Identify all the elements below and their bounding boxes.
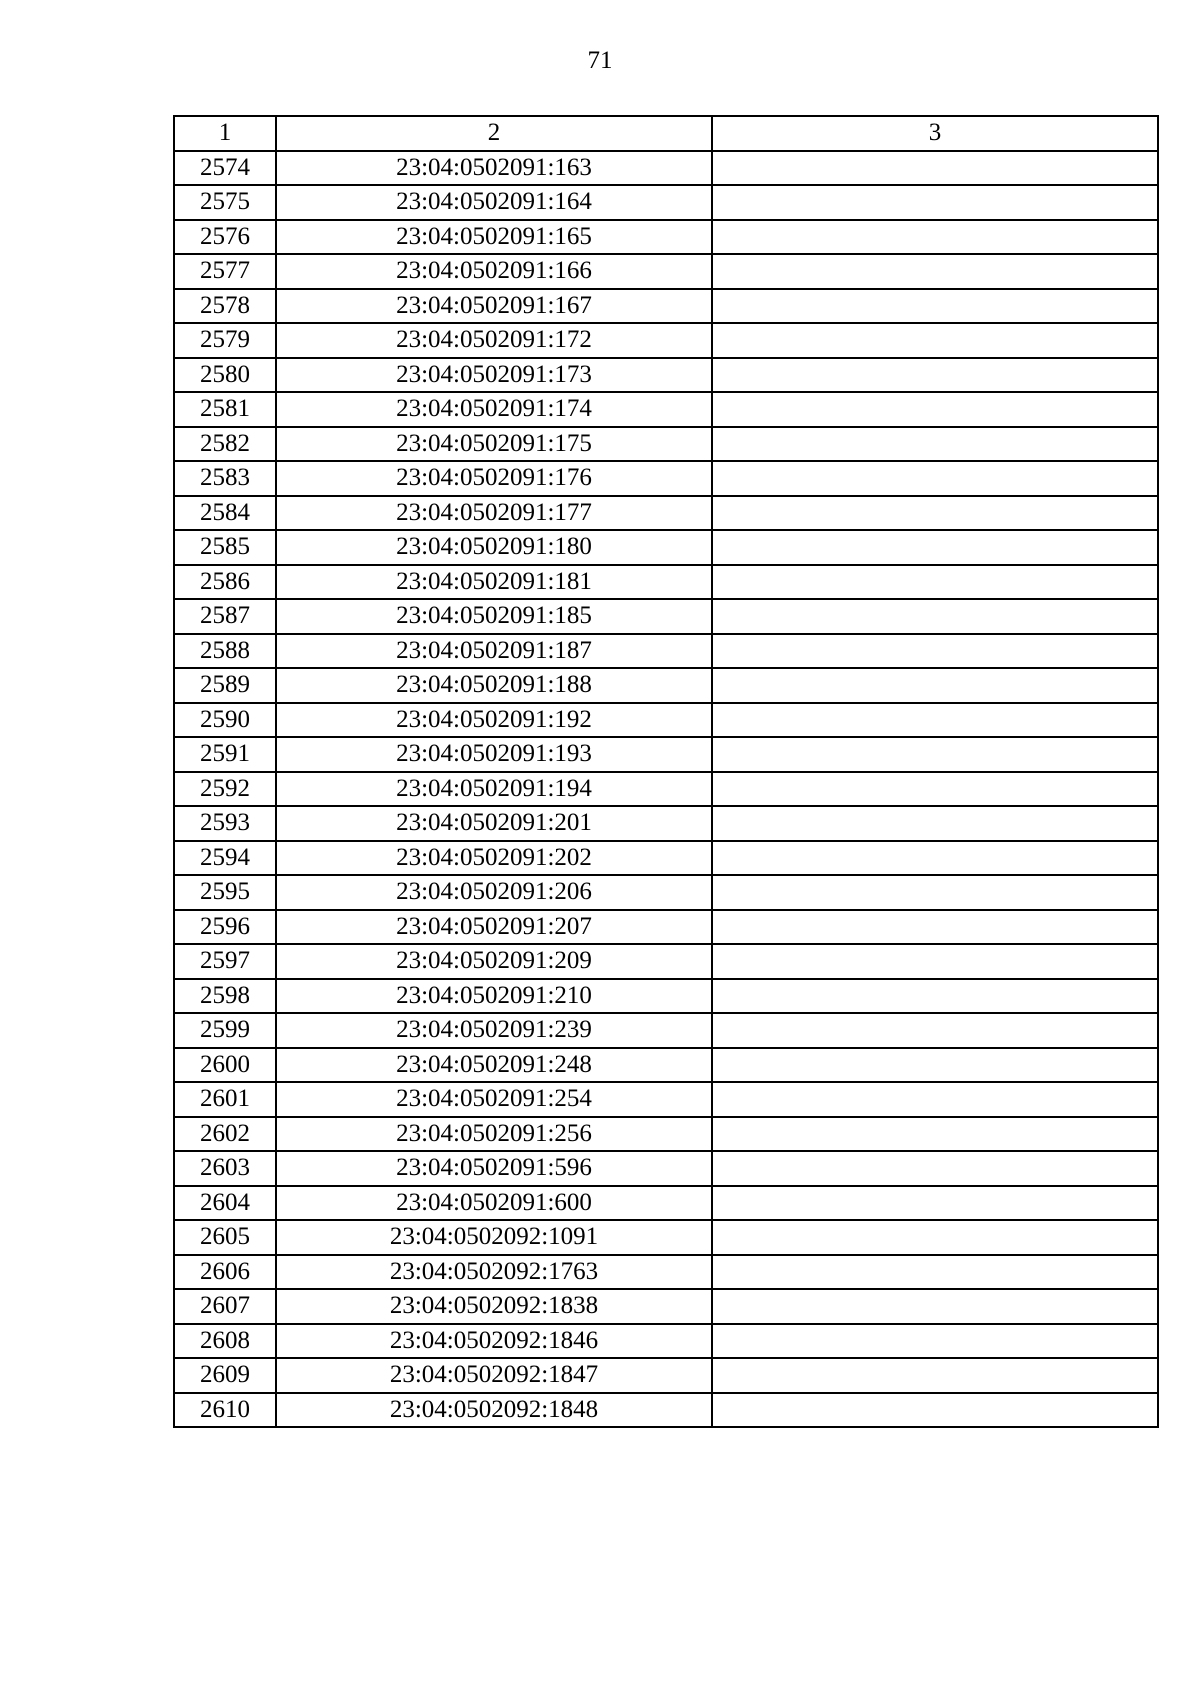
table-row: [174, 323, 1158, 358]
row-number-cell: 2604: [174, 1186, 276, 1221]
table-row: [174, 254, 1158, 289]
note-cell: [712, 1082, 1158, 1117]
row-number-cell: 2602: [174, 1117, 276, 1152]
data-table: [173, 115, 1159, 1428]
table-header: [174, 116, 1158, 151]
note-cell: [712, 944, 1158, 979]
table-row: [174, 599, 1158, 634]
row-number-cell: 2582: [174, 427, 276, 462]
row-number-cell: 2607: [174, 1289, 276, 1324]
note-cell: [712, 254, 1158, 289]
cadastral-number-cell: 23:04:0502091:176: [276, 461, 712, 496]
cadastral-number-cell: 23:04:0502091:181: [276, 565, 712, 600]
cadastral-number-cell: 23:04:0502092:1763: [276, 1255, 712, 1290]
note-cell: [712, 772, 1158, 807]
row-number-cell: 2601: [174, 1082, 276, 1117]
table-row: [174, 358, 1158, 393]
table-row: [174, 461, 1158, 496]
note-cell: [712, 1186, 1158, 1221]
row-number-cell: 2609: [174, 1358, 276, 1393]
table-row: [174, 979, 1158, 1014]
row-number-cell: 2587: [174, 599, 276, 634]
note-cell: [712, 1393, 1158, 1428]
row-number-cell: 2593: [174, 806, 276, 841]
row-number-cell: 2590: [174, 703, 276, 738]
cadastral-number-cell: 23:04:0502091:193: [276, 737, 712, 772]
cadastral-number-cell: 23:04:0502092:1838: [276, 1289, 712, 1324]
cadastral-number-cell: 23:04:0502092:1846: [276, 1324, 712, 1359]
note-cell: [712, 1151, 1158, 1186]
row-number-cell: 2591: [174, 737, 276, 772]
note-cell: [712, 1013, 1158, 1048]
cadastral-number-cell: 23:04:0502091:163: [276, 151, 712, 186]
column-header-2: 2: [276, 116, 712, 151]
note-cell: [712, 323, 1158, 358]
row-number-cell: 2585: [174, 530, 276, 565]
row-number-cell: 2578: [174, 289, 276, 324]
row-number-cell: 2575: [174, 185, 276, 220]
table-row: [174, 910, 1158, 945]
cadastral-number-cell: 23:04:0502091:596: [276, 1151, 712, 1186]
cadastral-number-cell: 23:04:0502091:201: [276, 806, 712, 841]
table-row: [174, 1048, 1158, 1083]
table-row: [174, 565, 1158, 600]
cadastral-number-cell: 23:04:0502092:1848: [276, 1393, 712, 1428]
cadastral-number-cell: 23:04:0502091:209: [276, 944, 712, 979]
note-cell: [712, 392, 1158, 427]
cadastral-number-cell: 23:04:0502091:254: [276, 1082, 712, 1117]
table-row: [174, 875, 1158, 910]
table-row: [174, 737, 1158, 772]
note-cell: [712, 1358, 1158, 1393]
note-cell: [712, 806, 1158, 841]
note-cell: [712, 185, 1158, 220]
cadastral-number-cell: 23:04:0502091:188: [276, 668, 712, 703]
note-cell: [712, 841, 1158, 876]
cadastral-number-cell: 23:04:0502091:239: [276, 1013, 712, 1048]
row-number-cell: 2603: [174, 1151, 276, 1186]
note-cell: [712, 599, 1158, 634]
table-row: [174, 634, 1158, 669]
note-cell: [712, 358, 1158, 393]
table-row: [174, 1186, 1158, 1221]
note-cell: [712, 461, 1158, 496]
row-number-cell: 2579: [174, 323, 276, 358]
note-cell: [712, 1220, 1158, 1255]
row-number-cell: 2583: [174, 461, 276, 496]
table-row: [174, 668, 1158, 703]
cadastral-number-cell: 23:04:0502091:177: [276, 496, 712, 531]
row-number-cell: 2596: [174, 910, 276, 945]
row-number-cell: 2595: [174, 875, 276, 910]
cadastral-number-cell: 23:04:0502092:1847: [276, 1358, 712, 1393]
row-number-cell: 2580: [174, 358, 276, 393]
cadastral-number-cell: 23:04:0502091:174: [276, 392, 712, 427]
cadastral-number-cell: 23:04:0502091:256: [276, 1117, 712, 1152]
note-cell: [712, 979, 1158, 1014]
row-number-cell: 2606: [174, 1255, 276, 1290]
cadastral-number-cell: 23:04:0502091:210: [276, 979, 712, 1014]
row-number-cell: 2600: [174, 1048, 276, 1083]
cadastral-number-cell: 23:04:0502091:194: [276, 772, 712, 807]
note-cell: [712, 668, 1158, 703]
cadastral-number-cell: 23:04:0502091:202: [276, 841, 712, 876]
row-number-cell: 2577: [174, 254, 276, 289]
cadastral-number-cell: 23:04:0502091:180: [276, 530, 712, 565]
note-cell: [712, 530, 1158, 565]
cadastral-number-cell: 23:04:0502091:166: [276, 254, 712, 289]
note-cell: [712, 1255, 1158, 1290]
table-row: [174, 427, 1158, 462]
table-row: [174, 1393, 1158, 1428]
table-row: [174, 772, 1158, 807]
table-row: [174, 1289, 1158, 1324]
note-cell: [712, 910, 1158, 945]
note-cell: [712, 703, 1158, 738]
cadastral-number-cell: 23:04:0502091:207: [276, 910, 712, 945]
cadastral-number-cell: 23:04:0502091:165: [276, 220, 712, 255]
note-cell: [712, 634, 1158, 669]
note-cell: [712, 289, 1158, 324]
row-number-cell: 2584: [174, 496, 276, 531]
table-row: [174, 496, 1158, 531]
cadastral-number-cell: 23:04:0502091:172: [276, 323, 712, 358]
row-number-cell: 2599: [174, 1013, 276, 1048]
table-row: [174, 220, 1158, 255]
table-row: [174, 1220, 1158, 1255]
table-row: [174, 185, 1158, 220]
row-number-cell: 2597: [174, 944, 276, 979]
cadastral-number-cell: 23:04:0502091:175: [276, 427, 712, 462]
row-number-cell: 2576: [174, 220, 276, 255]
table-row: [174, 392, 1158, 427]
cadastral-number-cell: 23:04:0502091:206: [276, 875, 712, 910]
row-number-cell: 2589: [174, 668, 276, 703]
row-number-cell: 2605: [174, 1220, 276, 1255]
row-number-cell: 2588: [174, 634, 276, 669]
cadastral-number-cell: 23:04:0502091:187: [276, 634, 712, 669]
cadastral-number-cell: 23:04:0502091:173: [276, 358, 712, 393]
cadastral-number-cell: 23:04:0502091:164: [276, 185, 712, 220]
row-number-cell: 2581: [174, 392, 276, 427]
page-number: 71: [587, 47, 613, 74]
table-row: [174, 289, 1158, 324]
table-row: [174, 1255, 1158, 1290]
note-cell: [712, 1117, 1158, 1152]
table-row: [174, 1151, 1158, 1186]
note-cell: [712, 151, 1158, 186]
row-number-cell: 2586: [174, 565, 276, 600]
row-number-cell: 2598: [174, 979, 276, 1014]
column-header-1: 1: [174, 116, 276, 151]
note-cell: [712, 496, 1158, 531]
table-row: [174, 151, 1158, 186]
cadastral-number-cell: 23:04:0502091:185: [276, 599, 712, 634]
table-row: [174, 1082, 1158, 1117]
note-cell: [712, 427, 1158, 462]
table-row: [174, 1324, 1158, 1359]
cadastral-number-cell: 23:04:0502091:248: [276, 1048, 712, 1083]
table-row: [174, 944, 1158, 979]
row-number-cell: 2594: [174, 841, 276, 876]
row-number-cell: 2610: [174, 1393, 276, 1428]
note-cell: [712, 1289, 1158, 1324]
note-cell: [712, 875, 1158, 910]
row-number-cell: 2608: [174, 1324, 276, 1359]
cadastral-number-cell: 23:04:0502092:1091: [276, 1220, 712, 1255]
cadastral-number-cell: 23:04:0502091:600: [276, 1186, 712, 1221]
row-number-cell: 2592: [174, 772, 276, 807]
column-header-3: 3: [712, 116, 1158, 151]
cadastral-number-cell: 23:04:0502091:192: [276, 703, 712, 738]
table-row: [174, 1358, 1158, 1393]
table-body: [174, 151, 1158, 1428]
table-row: [174, 841, 1158, 876]
table-header-row: [174, 116, 1158, 151]
table-row: [174, 1013, 1158, 1048]
table-row: [174, 1117, 1158, 1152]
cadastral-number-cell: 23:04:0502091:167: [276, 289, 712, 324]
note-cell: [712, 1324, 1158, 1359]
table-row: [174, 703, 1158, 738]
table-row: [174, 530, 1158, 565]
note-cell: [712, 565, 1158, 600]
row-number-cell: 2574: [174, 151, 276, 186]
note-cell: [712, 1048, 1158, 1083]
note-cell: [712, 220, 1158, 255]
note-cell: [712, 737, 1158, 772]
table-row: [174, 806, 1158, 841]
